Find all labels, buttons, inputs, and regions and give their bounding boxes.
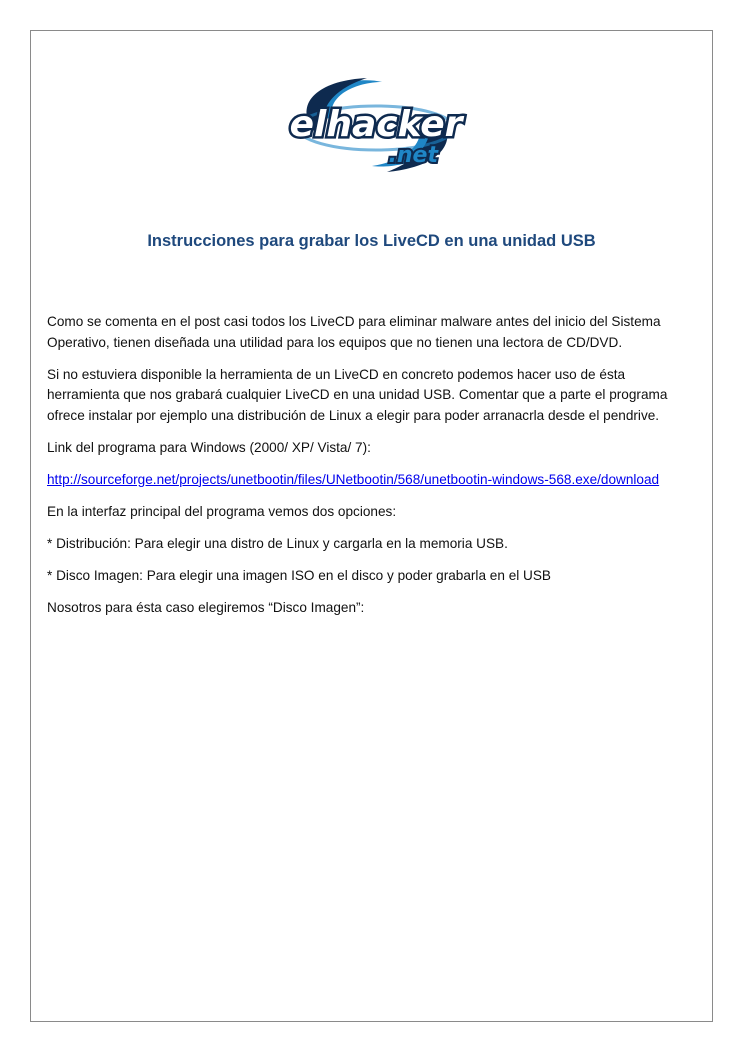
- document-body: [47, 312, 677, 630]
- download-link[interactable]: http://sourceforge.net/projects/unetbootin/files/UNetbootin/568/unetbootin-windows-568.exe/download: [47, 471, 660, 487]
- elhacker-logo: [272, 70, 472, 180]
- document-title: Instrucciones para grabar los LiveCD en una unidad USB: [147, 232, 596, 250]
- elhacker-logo-icon: [272, 70, 472, 180]
- paragraph-link: [47, 470, 677, 491]
- paragraph-tool: Si no estuviera disponible la herramienta de un LiveCD en concreto podemos hacer uso de ésta herramienta que nos grabará cualquier LiveCD en una unidad USB. Comentar que a parte el programa ofrece instalar por ejemplo una distribución de Linux a elegir para poder arranacrla desde el pendrive.: [47, 366, 668, 423]
- logo-wordmark-sub: .net: [388, 143, 438, 168]
- paragraph-intro: Como se comenta en el post casi todos los LiveCD para eliminar malware antes del inicio del Sistema Operativo, tienen diseñada una utilidad para los equipos que no tienen una lectora de CD/DVD.: [47, 314, 661, 350]
- paragraph-link-label: Link del programa para Windows (2000/ XP/ Vista/ 7):: [47, 439, 371, 455]
- logo-wordmark: elhacker: [289, 104, 463, 145]
- option-disk-image: * Disco Imagen: Para elegir una imagen ISO en el disco y poder grabarla en el USB: [47, 567, 551, 583]
- paragraph-options: En la interfaz principal del programa vemos dos opciones:: [47, 503, 397, 519]
- option-distribution: * Distribución: Para elegir una distro de Linux y cargarla en la memoria USB.: [47, 535, 508, 551]
- paragraph-choice: Nosotros para ésta caso elegiremos “Disco Imagen”:: [47, 599, 365, 615]
